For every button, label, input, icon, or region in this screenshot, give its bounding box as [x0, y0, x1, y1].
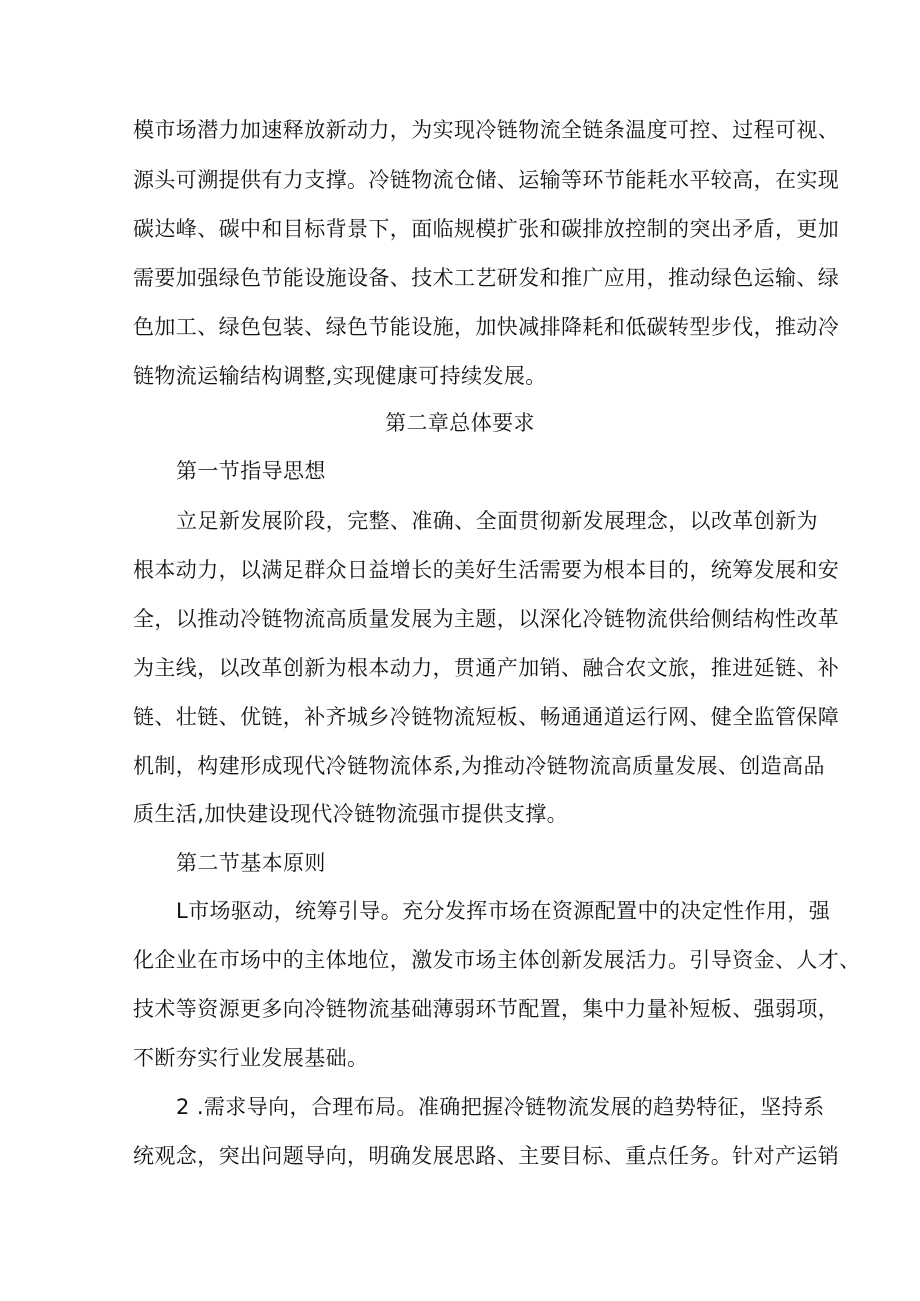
paragraph-line: 全，以推动冷链物流高质量发展为主题，以深化冷链物流供给侧结构性改革 [133, 607, 840, 631]
chapter-title: 第二章总体要求 [385, 411, 535, 435]
paragraph-line: 2 .需求导向，合理布局。准确把握冷链物流发展的趋势特征，坚持系 [176, 1095, 825, 1119]
paragraph-line: 源头可溯提供有力支撑。冷链物流仓储、运输等环节能耗水平较高，在实现 [133, 168, 840, 192]
paragraph-line: 模市场潜力加速释放新动力，为实现冷链物流全链条温度可控、过程可视、 [133, 118, 840, 142]
paragraph-line: 统观念，突出问题导向，明确发展思路、主要目标、重点任务。针对产运销 [133, 1144, 840, 1168]
paragraph-line: 碳达峰、碳中和目标背景下，面临规模扩张和碳排放控制的突出矛盾，更加 [133, 217, 840, 241]
paragraph-line: L市场驱动，统筹引导。充分发挥市场在资源配置中的决定性作用，强 [176, 899, 831, 923]
paragraph-line: 技术等资源更多向冷链物流基础薄弱环节配置，集中力量补短板、强弱项， [133, 997, 840, 1021]
paragraph-line: 根本动力，以满足群众日益增长的美好生活需要为根本目的，统筹发展和安 [133, 558, 840, 582]
paragraph-line: 质生活,加快建设现代冷链物流强市提供支撑。 [133, 802, 569, 826]
paragraph-line: 链物流运输结构调整,实现健康可持续发展。 [133, 364, 547, 388]
paragraph-line: 链、壮链、优链，补齐城乡冷链物流短板、畅通通道运行网、健全监管保障 [133, 705, 840, 729]
paragraph-line: 不断夯实行业发展基础。 [133, 1046, 369, 1070]
paragraph-line: 立足新发展阶段，完整、准确、全面贯彻新发展理念，以改革创新为 [176, 509, 818, 533]
paragraph-line: 色加工、绿色包装、绿色节能设施，加快减排降耗和低碳转型步伐，推动冷 [133, 315, 840, 339]
paragraph-line: 为主线，以改革创新为根本动力，贯通产加销、融合农文旅，推进延链、补 [133, 656, 840, 680]
paragraph-line: 化企业在市场中的主体地位，激发市场主体创新发展活力。引导资金、人才、 [133, 948, 861, 972]
section-title-basic-principles: 第二节基本原则 [176, 851, 326, 875]
paragraph-line: 机制，构建形成现代冷链物流体系,为推动冷链物流高质量发展、创造高品 [133, 754, 825, 778]
paragraph-line: 需要加强绿色节能设施设备、技术工艺研发和推广应用，推动绿色运输、绿 [133, 266, 840, 290]
section-title-guiding-thought: 第一节指导思想 [176, 459, 326, 483]
